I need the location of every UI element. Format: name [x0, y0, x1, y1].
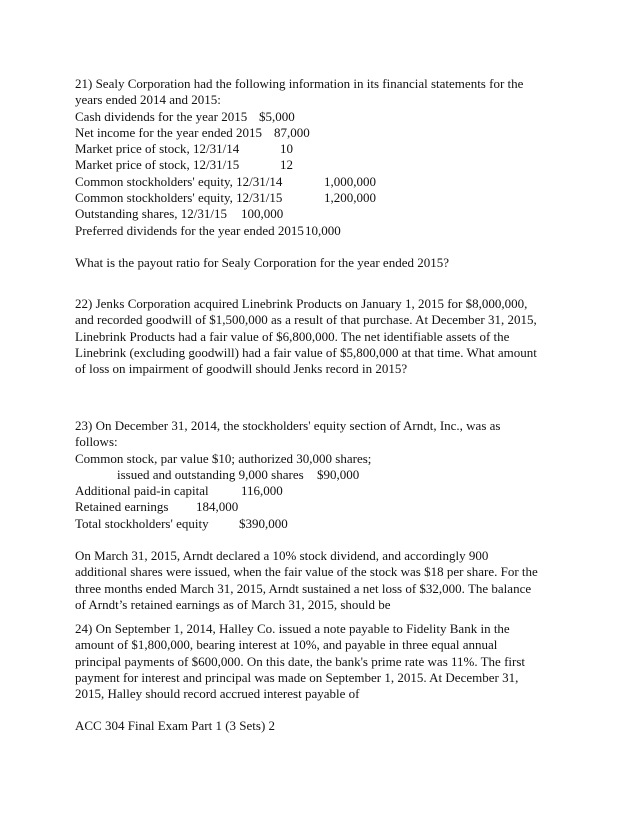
q23-paragraph-line: of Arndt’s retained earnings as of March 31, 2015, should be [75, 596, 391, 612]
q21-row-label: Market price of stock, 12/31/14 [75, 141, 240, 157]
footer-text: ACC 304 Final Exam Part 1 (3 Sets) 2 [75, 718, 276, 733]
q21-data-row [75, 223, 575, 239]
q21-row-value: 87,000 [274, 124, 310, 140]
q23-paragraph-line: On March 31, 2015, Arndt declared a 10% stock dividend, and accordingly 900 [75, 548, 489, 564]
q21-data-row [75, 125, 575, 141]
q21-data-row [75, 174, 575, 190]
q23-row-label: issued and outstanding 9,000 shares [117, 466, 304, 482]
q21-data-row [75, 141, 575, 157]
q23-row-label: Additional paid-in capital [75, 483, 209, 499]
q21-row-value: 1,000,000 [324, 173, 376, 189]
q22-line: Linebrink (excluding goodwill) had a fair value of $5,800,000 at that time. What amount [75, 344, 537, 360]
q21-row-label: Market price of stock, 12/31/15 [75, 157, 240, 173]
q21-row-label: Net income for the year ended 2015 [75, 124, 262, 140]
q24-line: amount of $1,800,000, bearing interest at 10%, and payable in three equal annual [75, 637, 498, 653]
question-24 [75, 621, 575, 702]
q22-line: Linebrink Products had a fair value of $6,800,000. The net identifiable assets of the [75, 328, 510, 344]
q23-intro-line-2: follows: [75, 434, 118, 450]
q21-question: What is the payout ratio for Sealy Corporation for the year ended 2015? [75, 254, 449, 270]
q23-common-stock-line-2 [75, 467, 575, 483]
q23-intro-line-1: 23) On December 31, 2014, the stockholders' equity section of Arndt, Inc., was as [75, 418, 501, 433]
page-footer [75, 718, 575, 734]
q21-row-label: Cash dividends for the year 2015 [75, 108, 248, 124]
q21-intro-line-1: 21) Sealy Corporation had the following information in its financial statements for the [75, 76, 524, 91]
q24-line: payment for interest and principal was made on September 1, 2015. At December 31, [75, 669, 519, 685]
q22-line: of loss on impairment of goodwill should Jenks record in 2015? [75, 361, 408, 377]
q21-data-row [75, 206, 575, 222]
question-21 [75, 76, 575, 271]
q21-row-value: $5,000 [259, 108, 295, 124]
q24-line: 24) On September 1, 2014, Halley Co. issued a note payable to Fidelity Bank in the [75, 621, 510, 636]
q21-data-row [75, 157, 575, 173]
q24-line: 2015, Halley should record accrued interest payable of [75, 686, 360, 702]
q22-line: 22) Jenks Corporation acquired Linebrink Products on January 1, 2015 for $8,000,000, [75, 296, 528, 311]
q21-row-label: Preferred dividends for the year ended 2015 [75, 222, 304, 238]
q21-row-value: 1,200,000 [324, 190, 376, 206]
q21-data-row [75, 190, 575, 206]
q21-row-value: 10,000 [305, 222, 341, 238]
q23-row-value: $390,000 [239, 515, 288, 531]
q23-row-label: Retained earnings [75, 499, 169, 515]
question-22 [75, 296, 575, 377]
q24-line: principal payments of $600,000. On this date, the bank's prime rate was 11%. The first [75, 653, 526, 669]
q21-row-label: Outstanding shares, 12/31/15 [75, 206, 228, 222]
q23-common-stock-line-1: Common stock, par value $10; authorized 30,000 shares; [75, 450, 372, 466]
q23-data-row [75, 483, 575, 499]
q23-row-value: $90,000 [317, 466, 360, 482]
q22-line: and recorded goodwill of $1,500,000 as a result of that purchase. At December 31, 2015, [75, 312, 537, 328]
q23-row-value: 184,000 [196, 499, 239, 515]
q21-row-value: 10 [280, 141, 293, 157]
q21-data-row [75, 109, 575, 125]
spacer [75, 239, 575, 255]
q23-paragraph-line: three months ended March 31, 2015, Arndt sustained a net loss of $32,000. The balance [75, 580, 532, 596]
q23-data-row [75, 499, 575, 515]
q23-data-row [75, 516, 575, 532]
q23-row-label: Total stockholders' equity [75, 515, 209, 531]
spacer [75, 532, 575, 548]
q21-row-value: 100,000 [241, 206, 284, 222]
q21-row-label: Common stockholders' equity, 12/31/15 [75, 190, 283, 206]
q23-paragraph-line: additional shares were issued, when the fair value of the stock was $18 per share. For the [75, 564, 538, 580]
question-23 [75, 418, 575, 613]
q21-row-label: Common stockholders' equity, 12/31/14 [75, 173, 283, 189]
q21-intro-line-2: years ended 2014 and 2015: [75, 92, 221, 108]
q23-row-value: 116,000 [241, 483, 283, 499]
q21-row-value: 12 [280, 157, 293, 173]
